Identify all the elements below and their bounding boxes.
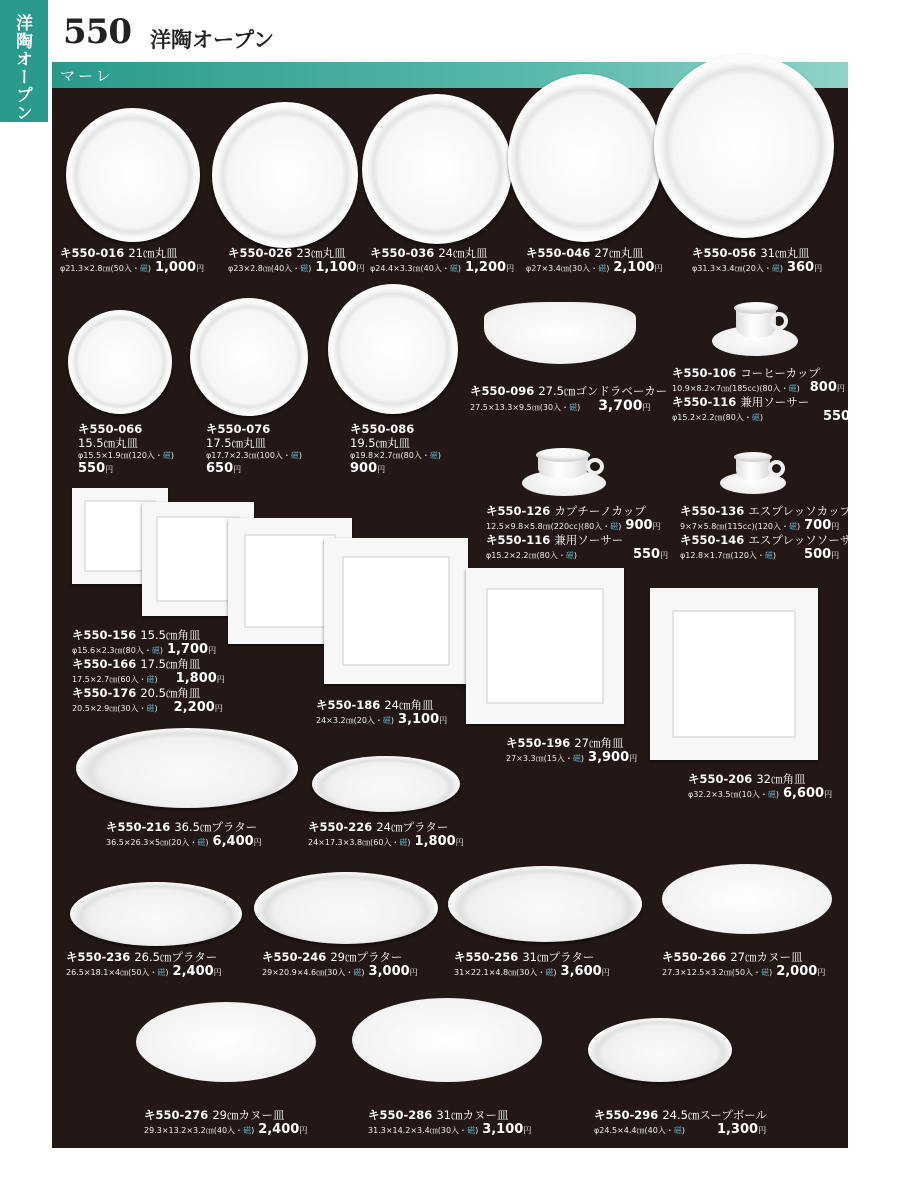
product-name: 15.5㎝角皿	[140, 628, 201, 642]
yen-label: 円	[601, 968, 610, 977]
product-code: キ550-096	[470, 384, 535, 398]
product-price: 550	[632, 547, 661, 562]
product-price: 3,900	[588, 750, 630, 765]
material-mark: 磁	[598, 264, 607, 273]
product-label: キ550-256 31㎝プラター 31×22.1×4.8㎝(30入・磁) 3,600円	[454, 950, 610, 979]
product-label: キ550-096 27.5㎝ゴンドラベーカー 27.5×13.3×9.5㎝(30入・磁) 3,700円	[470, 384, 668, 414]
product-name: 19.5㎝丸皿	[350, 436, 411, 450]
product-label: キ550-026 23㎝丸皿 φ23×2.8㎝(40入・磁) 1,100円	[228, 246, 365, 275]
product-name: 29㎝カヌー皿	[212, 1108, 285, 1122]
product-image-550-286	[352, 998, 542, 1082]
material-mark: 磁	[767, 790, 776, 799]
material-mark: 磁	[429, 451, 438, 460]
product-code: キ550-216	[106, 820, 171, 834]
yen-label: 円	[253, 838, 262, 847]
product-name: エスプレッソカップ	[748, 504, 852, 518]
category-number: 550	[63, 12, 131, 52]
product-code: キ550-206	[688, 772, 753, 786]
material-mark: 磁	[449, 264, 458, 273]
material-mark: 磁	[162, 451, 171, 460]
product-code: キ550-056	[692, 246, 757, 260]
yen-label: 円	[356, 264, 365, 273]
product-name: 20.5㎝角皿	[140, 686, 201, 700]
product-price: 2,400	[172, 964, 214, 979]
yen-label: 円	[105, 465, 114, 474]
product-price: 360	[786, 260, 815, 275]
product-spec: 12.5×9.8×5.8㎝(220cc)(80入・	[486, 522, 611, 531]
product-label: キ550-136 エスプレッソカップ 9×7×5.8㎝(115cc)(120入・磁) 700円 キ550-146 エスプレッソソーサー φ12.8×1.7㎝(120入・磁) 500円	[680, 504, 863, 562]
product-panel	[52, 88, 863, 1148]
product-image-550-206	[650, 588, 818, 760]
product-price: 3,700	[598, 398, 643, 414]
material-mark: 磁	[545, 968, 554, 977]
product-name: 36.5㎝プラター	[174, 820, 258, 834]
material-mark: 磁	[788, 384, 797, 393]
yen-label: 円	[216, 675, 225, 684]
material-mark: 磁	[382, 716, 391, 725]
material-mark: 磁	[146, 704, 155, 713]
yen-label: 円	[208, 646, 217, 655]
yen-label: 円	[652, 522, 661, 531]
product-spec: φ17.7×2.3㎝(100入・	[206, 451, 291, 460]
product-label: キ550-196 27㎝角皿 27×3.3㎝(15入・磁) 3,900円	[506, 736, 638, 765]
product-code: キ550-296	[594, 1108, 659, 1122]
product-code: キ550-266	[662, 950, 727, 964]
product-image-550-136	[712, 448, 802, 498]
product-code: キ550-156	[72, 628, 137, 642]
product-code: キ550-136	[680, 504, 745, 518]
product-price: 3,600	[560, 964, 602, 979]
material-mark: 磁	[771, 264, 780, 273]
product-code: キ550-116	[672, 395, 737, 409]
yen-label: 円	[455, 838, 464, 847]
product-label: キ550-276 29㎝カヌー皿 29.3×13.2×3.2㎝(40入・磁) 2,400円	[144, 1108, 308, 1137]
product-code: キ550-166	[72, 657, 137, 671]
material-mark: 磁	[673, 1126, 682, 1135]
product-price: 800	[809, 380, 837, 395]
side-category-tab[interactable]	[0, 0, 48, 122]
product-spec: φ32.2×3.5㎝(10入・	[688, 790, 768, 799]
product-code: キ550-256	[454, 950, 519, 964]
product-spec: 29.3×13.2×3.2㎝(40入・	[144, 1126, 244, 1135]
product-spec: 31.3×14.2×3.4㎝(30入・	[368, 1126, 468, 1135]
product-name: 23㎝丸皿	[296, 246, 346, 260]
product-image-550-096	[484, 302, 636, 364]
side-tab-label: 洋陶オープン	[12, 14, 32, 122]
product-image-550-256	[448, 866, 642, 942]
yen-label: 円	[660, 551, 669, 560]
product-image-550-226	[312, 756, 460, 812]
product-name: 24㎝プラター	[376, 820, 449, 834]
product-image-550-036	[362, 94, 512, 244]
product-spec: 36.5×26.3×5㎝(20入・	[106, 838, 198, 847]
product-spec: φ27×3.4㎝(30入・	[526, 264, 599, 273]
product-name: 24㎝丸皿	[438, 246, 488, 260]
product-name: 15.5㎝丸皿	[78, 436, 139, 450]
product-image-550-076	[190, 298, 308, 416]
product-code: キ550-246	[262, 950, 327, 964]
product-spec: φ15.2×2.2㎝(80入・	[486, 551, 566, 560]
product-price: 1,800	[175, 671, 217, 686]
product-label: キ550-066 15.5㎝丸皿 φ15.5×1.9㎝(120入・磁) 550円	[78, 422, 175, 476]
yen-label: 円	[214, 704, 223, 713]
product-image-550-266	[662, 864, 832, 934]
product-spec: 24×3.2㎝(20入・	[316, 716, 383, 725]
product-label: キ550-056 31㎝丸皿 φ31.3×3.4㎝(20入・磁) 360円	[692, 246, 823, 275]
product-price: 900	[625, 518, 653, 533]
product-spec: φ15.2×2.2㎝(80入・	[672, 413, 752, 422]
material-mark: 磁	[610, 522, 619, 531]
product-price: 2,000	[776, 964, 818, 979]
product-name: 29㎝プラター	[330, 950, 403, 964]
product-image-550-016	[66, 108, 200, 242]
product-price: 1,100	[315, 260, 357, 275]
product-label: キ550-076 17.5㎝丸皿 φ17.7×2.3㎝(100入・磁) 650円	[206, 422, 303, 476]
product-code: キ550-286	[368, 1108, 433, 1122]
product-label: キ550-286 31㎝カヌー皿 31.3×14.2×3.4㎝(30入・磁) 3,100円	[368, 1108, 532, 1137]
product-image-550-246	[254, 872, 438, 944]
product-image-550-046	[508, 74, 662, 242]
yen-label: 円	[196, 264, 205, 273]
product-price: 550	[78, 461, 106, 476]
product-price: 2,400	[258, 1122, 300, 1137]
product-code: キ550-116	[486, 533, 551, 547]
product-code: キ550-086	[350, 422, 415, 436]
material-mark: 磁	[197, 838, 206, 847]
product-price: 500	[804, 547, 832, 562]
material-mark: 磁	[569, 403, 578, 412]
material-mark: 磁	[789, 522, 798, 531]
product-code: キ550-176	[72, 686, 137, 700]
material-mark: 磁	[565, 551, 574, 560]
material-mark: 磁	[751, 413, 760, 422]
yen-label: 円	[409, 968, 418, 977]
product-code: キ550-276	[144, 1108, 209, 1122]
yen-label: 円	[836, 384, 845, 393]
product-spec: φ31.3×3.4㎝(20入・	[692, 264, 772, 273]
product-name: 31㎝丸皿	[760, 246, 810, 260]
product-spec: φ12.8×1.7㎝(120入・	[680, 551, 765, 560]
product-code: キ550-066	[78, 422, 143, 436]
product-name: カプチーノカップ	[554, 504, 646, 518]
material-mark: 磁	[290, 451, 299, 460]
product-image-550-026	[212, 102, 358, 248]
product-code: キ550-046	[526, 246, 591, 260]
product-spec: φ21.3×2.8㎝(50入・	[60, 264, 140, 273]
product-image-550-186	[324, 538, 468, 684]
product-price: 900	[350, 461, 378, 476]
product-name: 17.5㎝丸皿	[206, 436, 267, 450]
product-price: 1,000	[154, 260, 197, 275]
product-image-550-066	[68, 310, 172, 414]
product-name: コーヒーカップ	[740, 366, 821, 380]
product-price: 2,200	[173, 700, 215, 715]
product-code: キ550-186	[316, 698, 381, 712]
product-name: 26.5㎝プラター	[134, 950, 218, 964]
material-mark: 磁	[157, 968, 166, 977]
product-price: 550	[822, 409, 851, 424]
product-label: キ550-236 26.5㎝プラター 26.5×18.1×4㎝(50入・磁) 2,400円	[66, 950, 222, 979]
product-spec: 24×17.3×3.8㎝(60入・	[308, 838, 400, 847]
product-image-550-276	[136, 1002, 316, 1082]
material-mark: 磁	[353, 968, 362, 977]
product-image-550-196	[466, 568, 624, 724]
product-spec: φ15.6×2.3㎝(80入・	[72, 646, 152, 655]
product-label: キ550-246 29㎝プラター 29×20.9×4.6㎝(30入・磁) 3,000円	[262, 950, 418, 979]
product-price: 6,600	[782, 786, 825, 801]
product-label: キ550-156 15.5㎝角皿 φ15.6×2.3㎝(80入・磁) 1,700円 キ550-166 17.5㎝角皿 17.5×2.7㎝(60入・磁) 1,800円 キ550-176 20.5㎝角皿 20.5×2.9㎝(30入・磁) 2,200円	[72, 628, 225, 715]
yen-label: 円	[642, 403, 651, 412]
product-name: 21㎝丸皿	[128, 246, 178, 260]
product-code: キ550-026	[228, 246, 293, 260]
product-code: キ550-236	[66, 950, 131, 964]
product-price: 650	[206, 461, 234, 476]
product-label: キ550-016 21㎝丸皿 φ21.3×2.8㎝(50入・磁) 1,000円	[60, 246, 205, 275]
yen-label: 円	[831, 551, 840, 560]
product-code: キ550-106	[672, 366, 737, 380]
product-spec: 26.5×18.1×4㎝(50入・	[66, 968, 158, 977]
product-image-550-086	[328, 284, 458, 414]
material-mark: 磁	[764, 551, 773, 560]
product-spec: φ24.4×3.3㎝(40入・	[370, 264, 450, 273]
yen-label: 円	[439, 716, 448, 725]
product-name: 27㎝カヌー皿	[730, 950, 803, 964]
product-price: 3,000	[368, 964, 410, 979]
product-image-550-126	[522, 446, 612, 496]
product-name: 27㎝角皿	[574, 736, 624, 750]
product-name: 27.5㎝ゴンドラベーカー	[538, 384, 668, 398]
product-image-550-216	[76, 728, 298, 808]
yen-label: 円	[654, 264, 663, 273]
product-label: キ550-216 36.5㎝プラター 36.5×26.3×5㎝(20入・磁) 6,400円	[106, 820, 262, 849]
product-price: 3,100	[482, 1122, 524, 1137]
product-price: 6,400	[212, 834, 254, 849]
product-spec: 27×3.3㎝(15入・	[506, 754, 573, 763]
product-label: キ550-296 24.5㎝スープボール φ24.5×4.4㎝(40入・磁) 1,300円	[594, 1108, 768, 1137]
product-label: キ550-126 カプチーノカップ 12.5×9.8×5.8㎝(220cc)(80入・磁) 900円 キ550-116 兼用ソーサー φ15.2×2.2㎝(80入・磁) 550円	[486, 504, 669, 562]
product-spec: 20.5×2.9㎝(30入・	[72, 704, 147, 713]
product-code: キ550-076	[206, 422, 271, 436]
product-code: キ550-016	[60, 246, 125, 260]
yen-label: 円	[817, 968, 826, 977]
yen-label: 円	[233, 465, 242, 474]
yen-label: 円	[506, 264, 515, 273]
product-name: 兼用ソーサー	[740, 395, 810, 409]
yen-label: 円	[758, 1126, 767, 1135]
product-code: キ550-226	[308, 820, 373, 834]
product-name: 兼用ソーサー	[554, 533, 624, 547]
product-spec: 27.3×12.5×3.2㎝(50入・	[662, 968, 762, 977]
series-name: マーレ	[60, 67, 114, 85]
product-label: キ550-106 コーヒーカップ 10.9×8.2×7㎝(185cc)(80入・磁) 800円 キ550-116 兼用ソーサー φ15.2×2.2㎝(80入・磁) 550円	[672, 366, 859, 424]
product-spec: 31×22.1×4.8㎝(30入・	[454, 968, 546, 977]
product-label: キ550-036 24㎝丸皿 φ24.4×3.3㎝(40入・磁) 1,200円	[370, 246, 515, 275]
side-strip	[0, 122, 48, 1187]
product-price: 1,200	[464, 260, 507, 275]
material-mark: 磁	[761, 968, 770, 977]
material-mark: 磁	[151, 646, 160, 655]
product-name: 24㎝角皿	[384, 698, 434, 712]
product-label: キ550-086 19.5㎝丸皿 φ19.8×2.7㎝(80入・磁) 900円	[350, 422, 441, 476]
yen-label: 円	[299, 1126, 308, 1135]
product-name: 32㎝角皿	[756, 772, 806, 786]
product-spec: φ24.5×4.4㎝(40入・	[594, 1126, 674, 1135]
product-name: 31㎝カヌー皿	[436, 1108, 509, 1122]
product-spec: 10.9×8.2×7㎝(185cc)(80入・	[672, 384, 789, 393]
material-mark: 磁	[146, 675, 155, 684]
material-mark: 磁	[572, 754, 581, 763]
product-spec: 29×20.9×4.6㎝(30入・	[262, 968, 354, 977]
product-code: キ550-146	[680, 533, 745, 547]
yen-label: 円	[850, 413, 859, 422]
material-mark: 磁	[139, 264, 148, 273]
product-name: 31㎝プラター	[522, 950, 595, 964]
product-name: 27㎝丸皿	[594, 246, 644, 260]
product-name: 24.5㎝スープボール	[662, 1108, 768, 1122]
product-image-550-106	[712, 298, 802, 358]
material-mark: 磁	[467, 1126, 476, 1135]
product-image-550-236	[70, 882, 242, 946]
product-spec: 9×7×5.8㎝(115cc)(120入・	[680, 522, 790, 531]
yen-label: 円	[814, 264, 823, 273]
material-mark: 磁	[399, 838, 408, 847]
product-name: 17.5㎝角皿	[140, 657, 201, 671]
product-code: キ550-036	[370, 246, 435, 260]
product-image-550-056	[654, 54, 834, 238]
yen-label: 円	[523, 1126, 532, 1135]
product-image-550-296	[588, 1018, 732, 1082]
product-label: キ550-266 27㎝カヌー皿 27.3×12.5×3.2㎝(50入・磁) 2,000円	[662, 950, 826, 979]
product-label: キ550-206 32㎝角皿 φ32.2×3.5㎝(10入・磁) 6,600円	[688, 772, 833, 801]
product-name: エスプレッソソーサー	[748, 533, 863, 547]
product-code: キ550-196	[506, 736, 571, 750]
product-price: 1,300	[716, 1122, 759, 1137]
yen-label: 円	[629, 754, 638, 763]
product-spec: φ15.5×1.9㎝(120入・	[78, 451, 163, 460]
product-label: キ550-226 24㎝プラター 24×17.3×3.8㎝(60入・磁) 1,800円	[308, 820, 464, 849]
yen-label: 円	[824, 790, 833, 799]
product-price: 1,700	[166, 642, 209, 657]
product-price: 700	[804, 518, 832, 533]
yen-label: 円	[213, 968, 222, 977]
material-mark: 磁	[300, 264, 309, 273]
product-label: キ550-186 24㎝角皿 24×3.2㎝(20入・磁) 3,100円	[316, 698, 448, 727]
product-price: 3,100	[398, 712, 440, 727]
product-spec: φ23×2.8㎝(40入・	[228, 264, 301, 273]
product-spec: 17.5×2.7㎝(60入・	[72, 675, 147, 684]
material-mark: 磁	[243, 1126, 252, 1135]
product-spec: φ19.8×2.7㎝(80入・	[350, 451, 430, 460]
product-price: 2,100	[613, 260, 655, 275]
product-price: 1,800	[414, 834, 456, 849]
yen-label: 円	[377, 465, 386, 474]
category-title: 洋陶オープン	[150, 27, 275, 52]
product-code: キ550-126	[486, 504, 551, 518]
product-spec: 27.5×13.3×9.5㎝(30入・	[470, 403, 570, 412]
yen-label: 円	[831, 522, 840, 531]
product-label: キ550-046 27㎝丸皿 φ27×3.4㎝(30入・磁) 2,100円	[526, 246, 663, 275]
